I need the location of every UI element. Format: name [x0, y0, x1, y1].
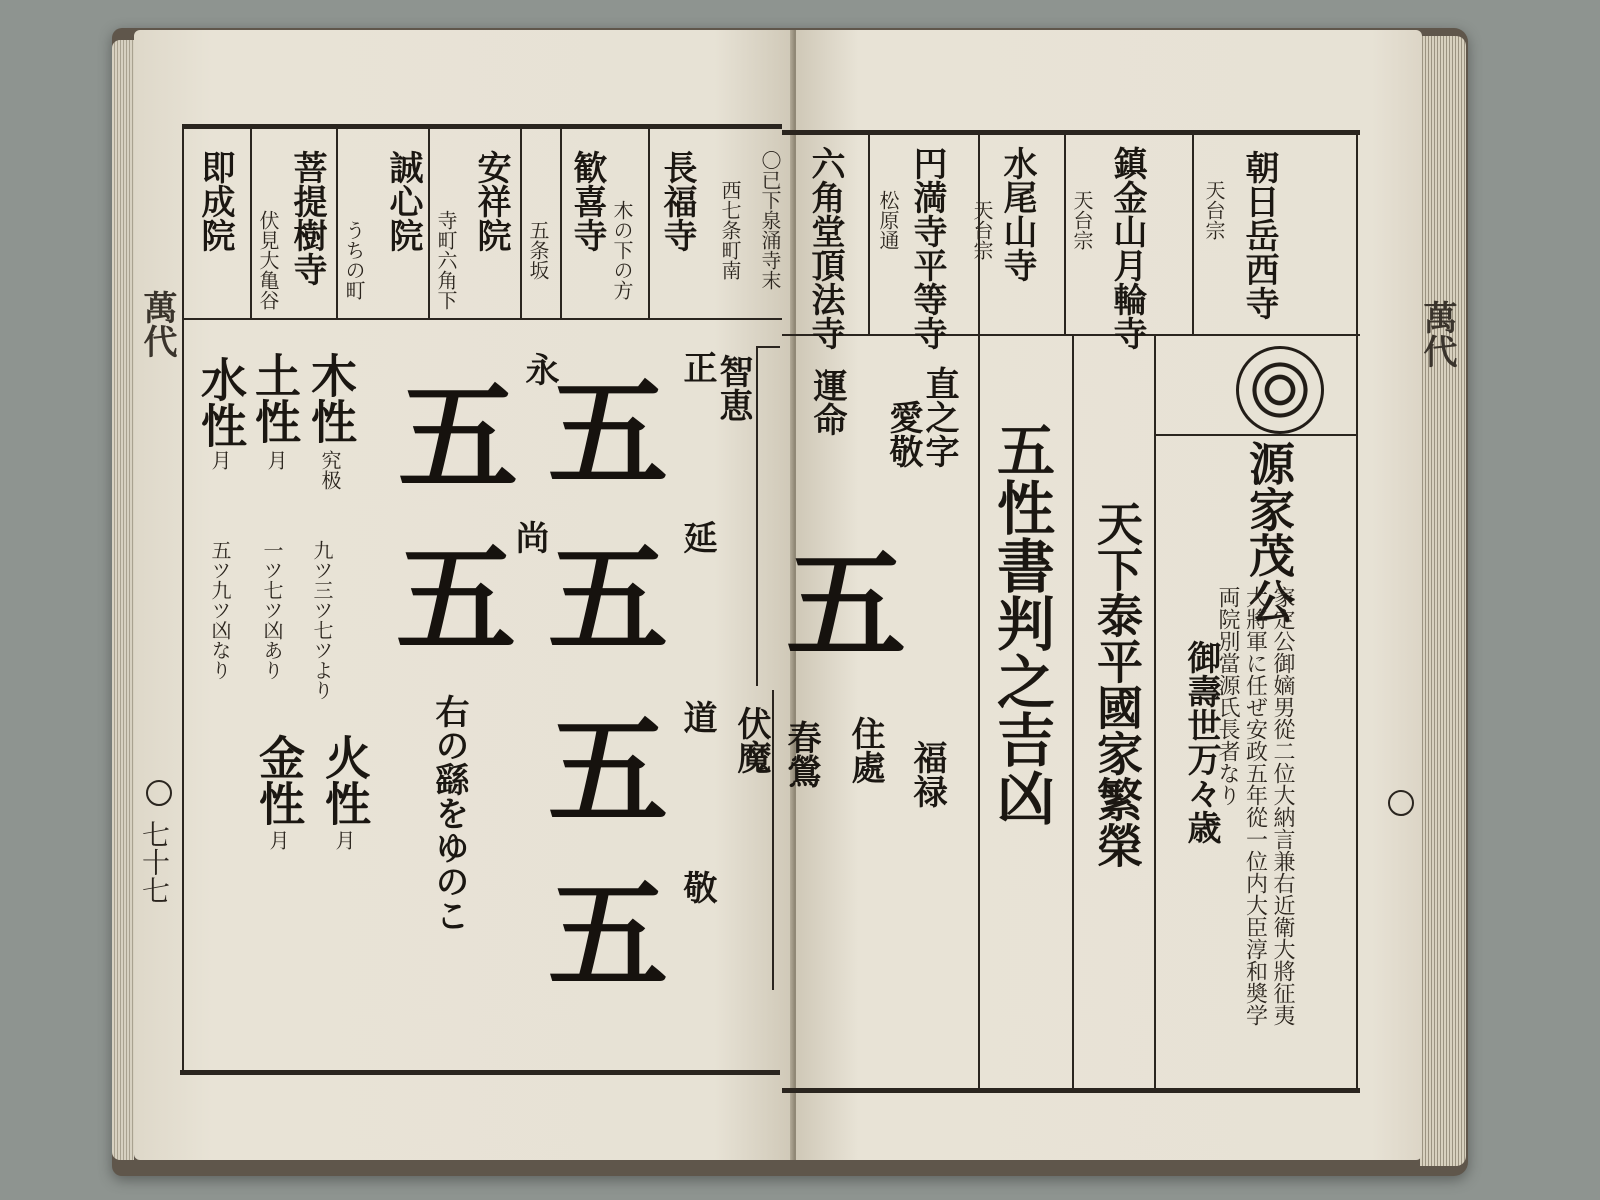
gyou-wood: 木性 [304, 352, 358, 444]
column-divider [978, 336, 980, 1088]
temple-note: 天台宗 [970, 200, 994, 260]
kanji-heading: 直之字 [919, 366, 959, 468]
kao-glyph: 五 [398, 367, 518, 508]
temple-name: 安祥院 [471, 150, 511, 252]
temple-note: 天台宗 [1070, 190, 1094, 250]
header-divider [1192, 134, 1194, 334]
seal-label: 永 [519, 352, 559, 386]
header-divider [1064, 134, 1066, 334]
gyou-note: 月 [208, 450, 232, 470]
gyou-fire: 火性 [318, 734, 372, 826]
frame-right [1356, 130, 1358, 1090]
temple-note: うちの町 [342, 220, 366, 300]
kao-glyph: 五 [548, 363, 668, 504]
header-divider [868, 134, 870, 334]
peace-text: 天下泰平國家繁榮 [1090, 500, 1144, 868]
note-bracket [772, 690, 774, 990]
gyou-earth: 土性 [248, 352, 302, 444]
kao-glyph: 五 [786, 535, 906, 676]
fold-mark [1388, 790, 1414, 816]
temple-name: 即成院 [195, 150, 235, 252]
seal-label: 尚 [509, 520, 549, 554]
seal-label: 正 [677, 350, 717, 384]
temple-name: 誠心院 [383, 150, 423, 252]
seal-label: 延 [677, 520, 717, 554]
page-number: 七十七 [138, 820, 171, 904]
shogun-text: 家定公御嫡男從二位大納言兼右近衛大將征夷大將軍に任ぜ安政五年從一位内大臣淳和奬学両院別當源氏長者なり [1215, 586, 1295, 1026]
temple-name: 円満寺平等寺 [907, 146, 947, 350]
temple-note: 木の下の方 [610, 200, 634, 300]
column-divider [1072, 336, 1074, 1088]
header-divider [560, 128, 562, 318]
gyou-metal: 金性 [252, 734, 306, 826]
temple-note: 西七条町南 [718, 180, 742, 280]
header-divider [250, 128, 252, 318]
fold-mark [146, 780, 172, 806]
kao-glyph: 五 [548, 865, 668, 1006]
fate-label: 運命 [807, 368, 847, 436]
kao-glyph: 五 [548, 701, 668, 842]
gyou-note: 月 [266, 830, 290, 850]
gyou-water: 水性 [194, 356, 248, 448]
bottom-rule-left [180, 1070, 780, 1075]
family-crest [1236, 346, 1324, 434]
header-divider [336, 128, 338, 318]
seal-label: 道 [677, 700, 717, 734]
kao-glyph: 五 [396, 529, 516, 670]
temple-name: 六角堂頂法寺 [805, 146, 845, 350]
temple-section-header: 〇已下泉涌寺末 [758, 150, 782, 290]
header-divider [520, 128, 522, 318]
bottom-rule-right [782, 1088, 1360, 1093]
column-divider [1154, 336, 1156, 1088]
gyou-sub-note: 五ツ九ツ凶なり [208, 540, 232, 680]
temple-note: 五条坂 [526, 220, 550, 280]
note-bracket [756, 346, 780, 348]
temple-note: 寺町六角下 [434, 210, 458, 310]
side-tab-right: 萬代 [1417, 300, 1457, 368]
gyou-note: 月 [264, 450, 288, 470]
frame-left [182, 124, 184, 1074]
page-edges-left [112, 40, 134, 1160]
love-label: 愛敬 [883, 400, 923, 468]
gyou-sub-note: 九ツ三ツ七ツより [310, 540, 334, 700]
gyou-note: 月 [332, 830, 356, 850]
seal-label: 敬 [677, 870, 717, 904]
gyou-note: 究极 [318, 450, 342, 490]
page-edges-right [1417, 36, 1466, 1166]
subdue-label: 伏魔 [731, 706, 771, 774]
header-rule-left [182, 318, 782, 320]
longevity-text: 御壽世万々歳 [1181, 640, 1221, 844]
temple-note: 天台宗 [1202, 180, 1226, 240]
wisdom-label: 智恵 [713, 354, 753, 422]
kao-glyph: 五 [548, 529, 668, 670]
temple-name: 長福寺 [657, 150, 697, 252]
shogun-name: 源家茂公 [1242, 440, 1296, 624]
temple-name: 朝日岳西寺 [1239, 150, 1279, 320]
residence-label: 住處 [845, 716, 885, 784]
temple-name: 水尾山寺 [997, 146, 1037, 282]
temple-note: 松原通 [876, 190, 900, 250]
right-note: 右の繇をゆのこ [429, 694, 469, 932]
side-tab-left: 萬代 [137, 290, 177, 358]
temple-note: 伏見大亀谷 [256, 210, 280, 310]
temple-name: 菩提樹寺 [287, 150, 327, 286]
top-rule-left [182, 124, 782, 129]
temple-name: 歓喜寺 [567, 150, 607, 252]
box-rule [1154, 434, 1358, 436]
header-rule-right [782, 334, 1360, 336]
main-title: 五性書判之吉凶 [987, 420, 1055, 826]
temple-name: 鎮金山月輪寺 [1107, 146, 1147, 350]
gyou-sub-note: 一ツ七ツ凶あり [260, 540, 284, 680]
header-divider [648, 128, 650, 318]
fortune-label: 福禄 [907, 740, 947, 808]
spring-label: 春鶯 [781, 720, 821, 788]
header-divider [428, 128, 430, 318]
note-bracket [756, 346, 758, 686]
